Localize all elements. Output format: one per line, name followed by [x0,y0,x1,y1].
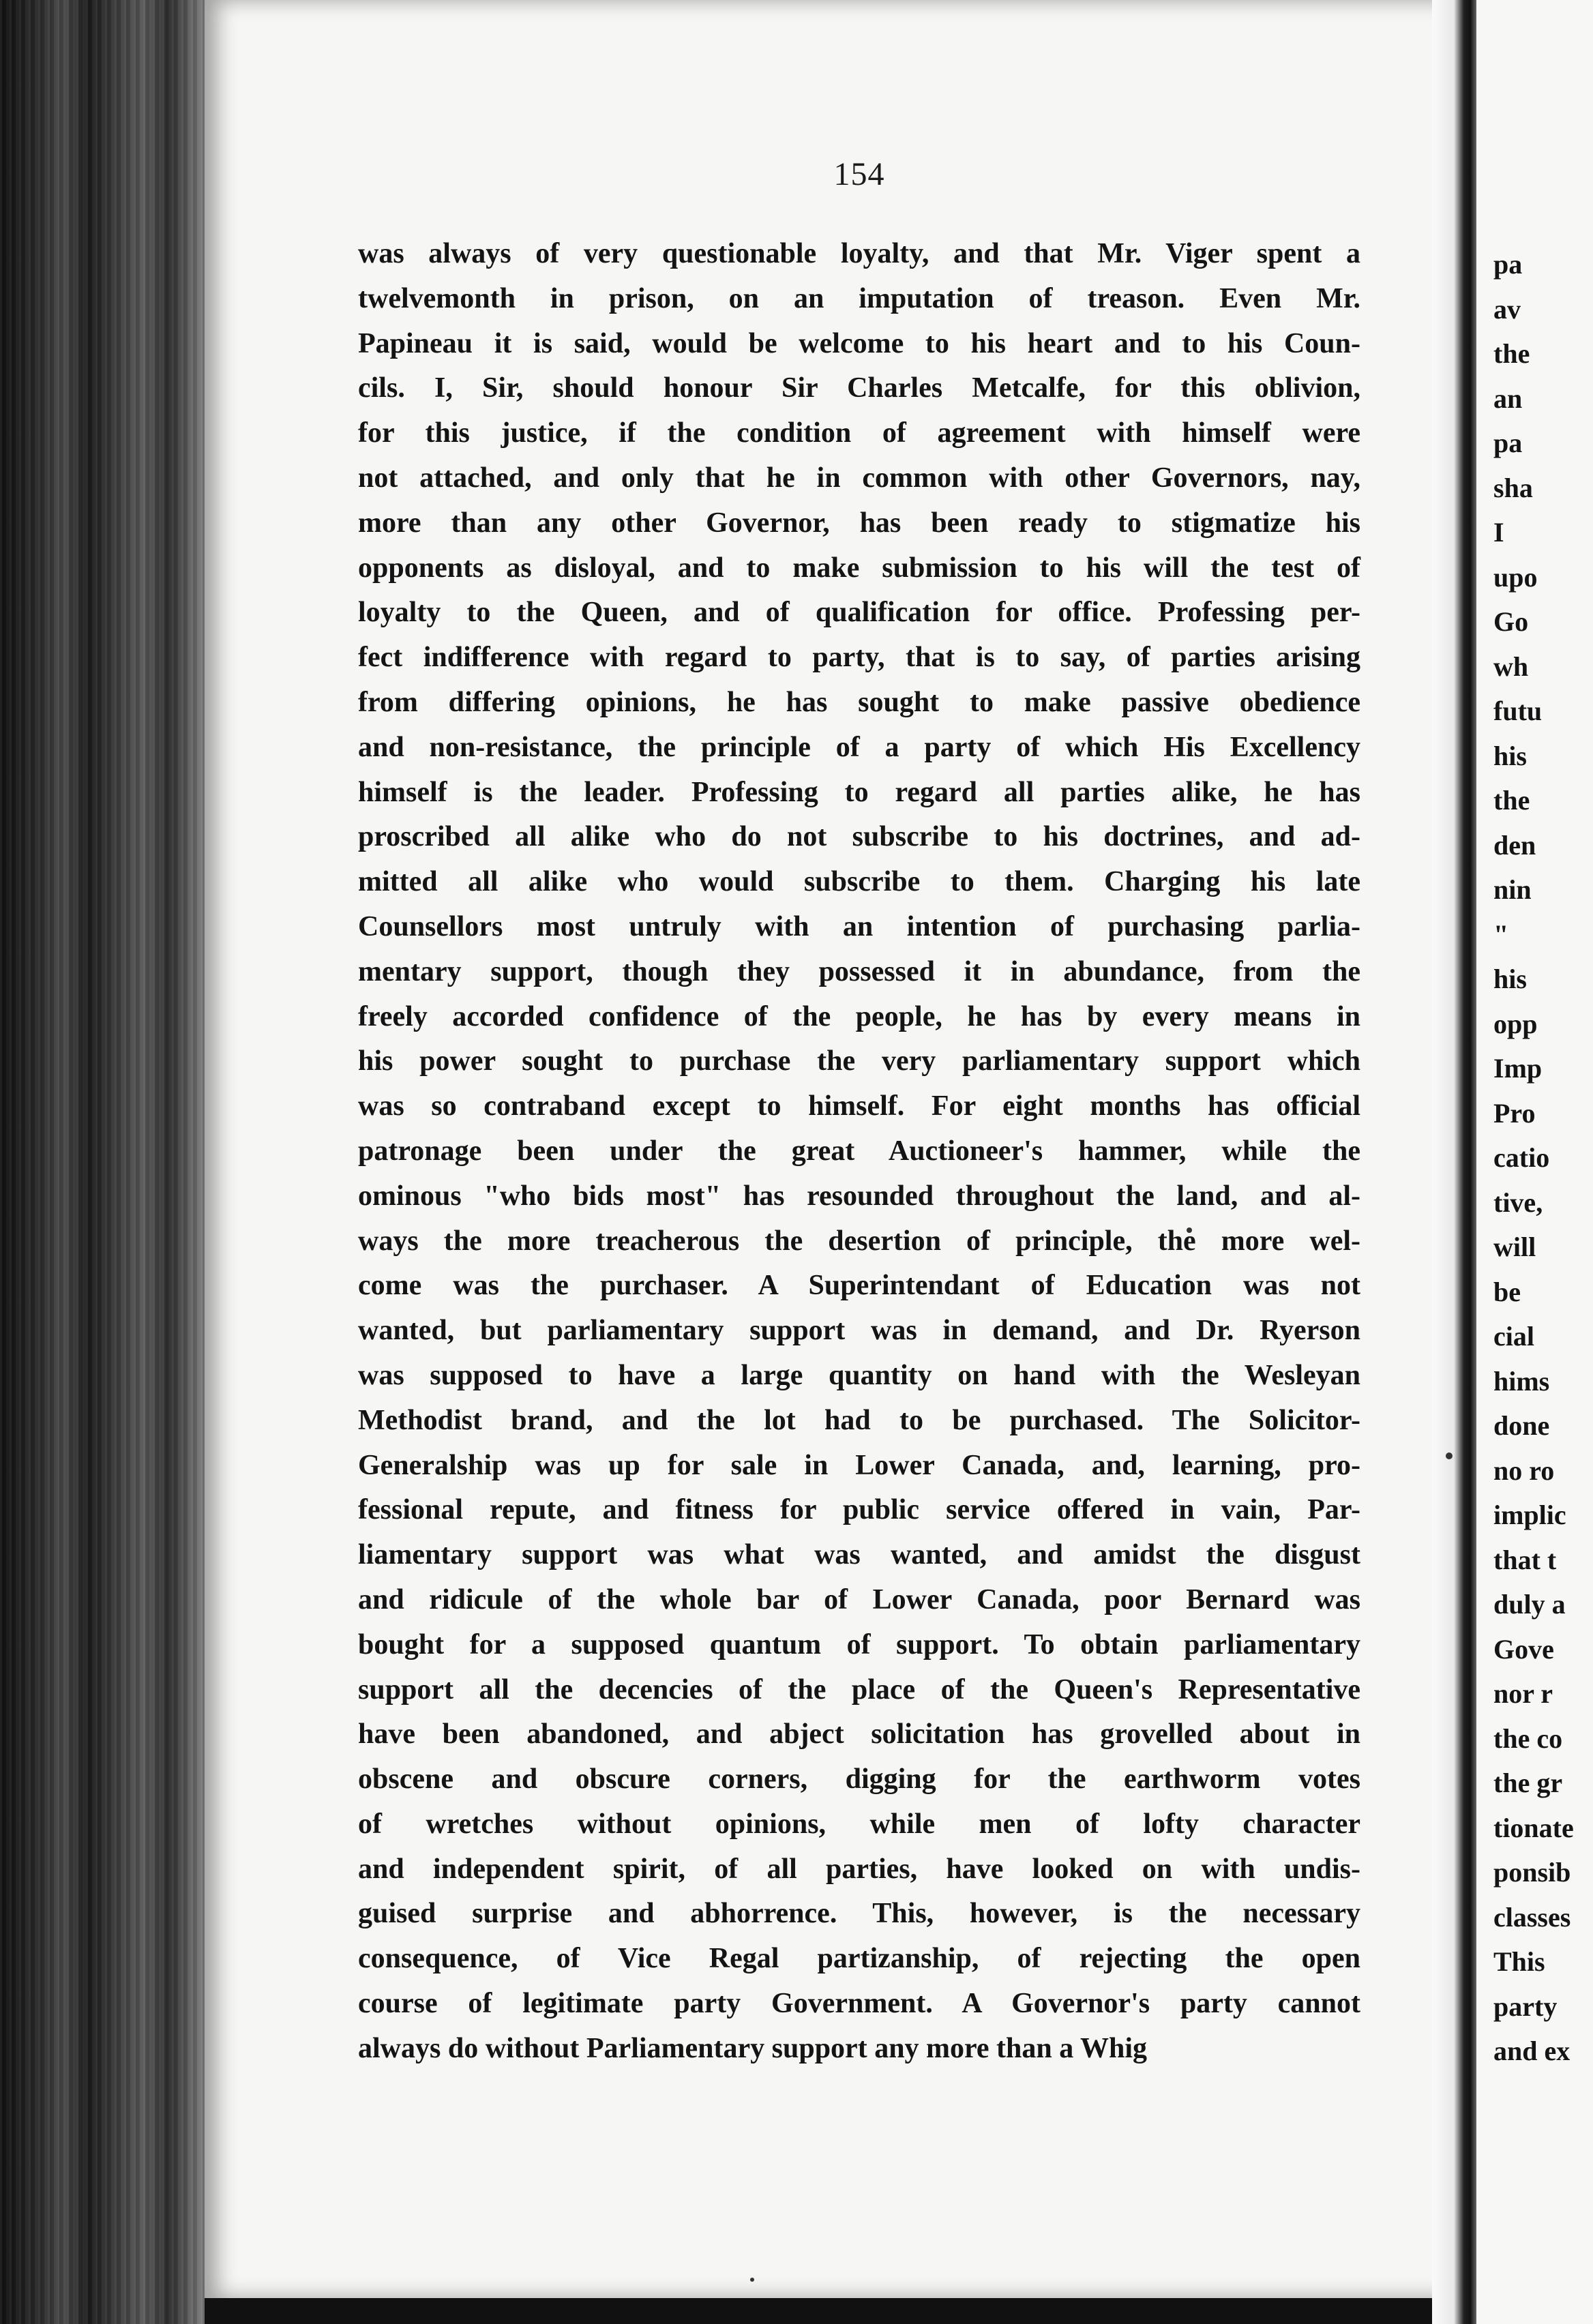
right-page-fragment: pa [1493,249,1523,280]
page-number: 154 [833,156,885,192]
text-line: wanted, but parliamentary support was in demand, and Dr. Ryerson [358,1315,1360,1347]
page-bottom-shadow [205,2298,1432,2324]
right-page-fragment: implic [1493,1500,1566,1530]
text-line: bought for a supposed quantum of support. To obtain parliamentary [358,1628,1360,1660]
text-line: proscribed all alike who do not subscribe to his doctrines, and ad- [358,821,1360,853]
text-line: was so contraband except to himself. For eight months has official [358,1090,1360,1122]
text-line: himself is the leader. Professing to regard all parties alike, he has [358,776,1360,808]
text-line: opponents as disloyal, and to make submission to his will the test of [358,552,1360,584]
text-line: consequence, of Vice Regal partizanship, of rejecting the open [358,1943,1360,1975]
right-page-fragment: classes [1493,1901,1571,1933]
text-line: fessional repute, and fitness for public service offered in vain, Par- [358,1494,1360,1526]
right-page-fragment: party [1493,1991,1558,2022]
right-page-fragment: Go [1493,606,1529,637]
right-page-fragment: the co [1493,1723,1563,1754]
right-page-fragment: ponsib [1493,1857,1571,1888]
right-page-fragment: done [1493,1410,1550,1441]
right-page-fragment: be [1493,1276,1521,1307]
right-page-fragment: Pro [1493,1097,1536,1129]
right-page-fragment: sha [1493,472,1533,503]
text-line: Methodist brand, and the lot had to be purchased. The Solicitor- [358,1404,1360,1436]
right-page-fragment: duly a [1493,1589,1566,1620]
text-line: have been abandoned, and abject solicitation has grovelled about in [358,1718,1360,1751]
ink-speck [1446,1452,1453,1459]
text-line: freely accorded confidence of the people, he has by every means in [358,1000,1360,1032]
right-page-fragment: his [1493,740,1527,771]
text-line: ways the more treacherous the desertion of principle, the more wel- [358,1225,1360,1257]
text-line: loyalty to the Queen, and of qualification for office. Professing per- [358,597,1360,629]
right-page-fragment: Imp [1493,1053,1543,1084]
ink-speck [750,2278,754,2282]
text-line: cils. I, Sir, should honour Sir Charles Metcalfe, for this oblivion, [358,372,1360,404]
text-line: mentary support, though they possessed it in abundance, from the [358,955,1360,987]
right-page-fragment: tive, [1493,1187,1543,1218]
text-line: and ridicule of the whole bar of Lower Canada, poor Bernard was [358,1583,1360,1615]
body-text [358,232,1360,2072]
text-line: and non-resistance, the principle of a party of which His Excellency [358,731,1360,763]
right-page-fragment: his [1493,964,1527,994]
right-page-fragment: opp [1493,1008,1538,1039]
text-line: Generalship was up for sale in Lower Canada, and, learning, pro- [358,1449,1360,1481]
right-page-fragment: den [1493,829,1536,861]
text-line: was supposed to have a large quantity on hand with the Wesleyan [358,1359,1360,1391]
text-line: come was the purchaser. A Superintendant of Education was not [358,1270,1360,1302]
text-line: always do without Parliamentary support any more than a Whig [358,2032,1148,2064]
right-page-fragment: I [1493,517,1504,548]
text-line: was always of very questionable loyalty, and that Mr. Viger spent a [358,238,1360,269]
text-line: more than any other Governor, has been ready to stigmatize his [358,507,1360,539]
text-line: Counsellors most untruly with an intention of purchasing parlia- [358,910,1360,942]
right-page-fragment: nor r [1493,1678,1553,1709]
right-page-fragment: will [1493,1232,1536,1262]
text-line: Papineau it is said, would be welcome to his heart and to his Coun- [358,327,1360,359]
text-line: guised surprise and abhorrence. This, however, is the necessary [358,1898,1360,1930]
right-page-fragment: an [1493,383,1523,414]
right-page-fragment: and ex [1493,2036,1570,2066]
right-page-fragment: " [1493,919,1509,950]
right-page-fragment: upo [1493,561,1538,593]
text-line: liamentary support was what was wanted, and amidst the disgust [358,1539,1360,1571]
text-line: and independent spirit, of all parties, have looked on with undis- [358,1853,1360,1885]
right-page-fragment: tionate [1493,1812,1574,1843]
text-line: from differing opinions, he has sought to make passive obedience [358,686,1360,718]
right-page-fragment: Gove [1493,1633,1554,1665]
text-line: his power sought to purchase the very parliamentary support which [358,1045,1360,1077]
text-line: twelvemonth in prison, on an imputation of treason. Even Mr. [358,282,1360,314]
right-page-fragment: wh [1493,651,1529,682]
right-page-text [1493,242,1593,2074]
text-line: fect indifference with regard to party, that is to say, of parties arising [358,642,1360,674]
right-page-fragment: the [1493,338,1530,369]
text-line: for this justice, if the condition of agreement with himself were [358,417,1360,449]
text-line: course of legitimate party Government. A Governor's party cannot [358,1988,1360,2020]
right-page-fragment: pa [1493,428,1523,458]
right-page-fragment: catio [1493,1142,1550,1173]
right-page-fragment: nin [1493,874,1532,905]
right-page-fragment: av [1493,293,1521,325]
book-spine [0,0,211,2324]
right-page-fragment: hims [1493,1365,1550,1397]
right-page-fragment: the [1493,785,1530,816]
right-page-fragment: This [1493,1946,1545,1977]
right-page-fragment: no ro [1493,1455,1555,1486]
text-line: obscene and obscure corners, digging for the earthworm votes [358,1763,1360,1796]
right-page-fragment: cial [1493,1321,1534,1352]
right-page-fragment: that t [1493,1544,1557,1575]
text-line: patronage been under the great Auctioneer's hammer, while the [358,1135,1360,1167]
text-line: of wretches without opinions, while men of lofty character [358,1808,1360,1840]
text-line: not attached, and only that he in common with other Governors, nay, [358,462,1360,494]
text-line: ominous "who bids most" has resounded throughout the land, and al- [358,1180,1360,1212]
right-page-fragment: futu [1493,696,1543,726]
text-line: mitted all alike who would subscribe to them. Charging his late [358,866,1360,898]
text-line: support all the decencies of the place of the Queen's Representative [358,1673,1360,1705]
right-page-fragment: the gr [1493,1768,1563,1798]
